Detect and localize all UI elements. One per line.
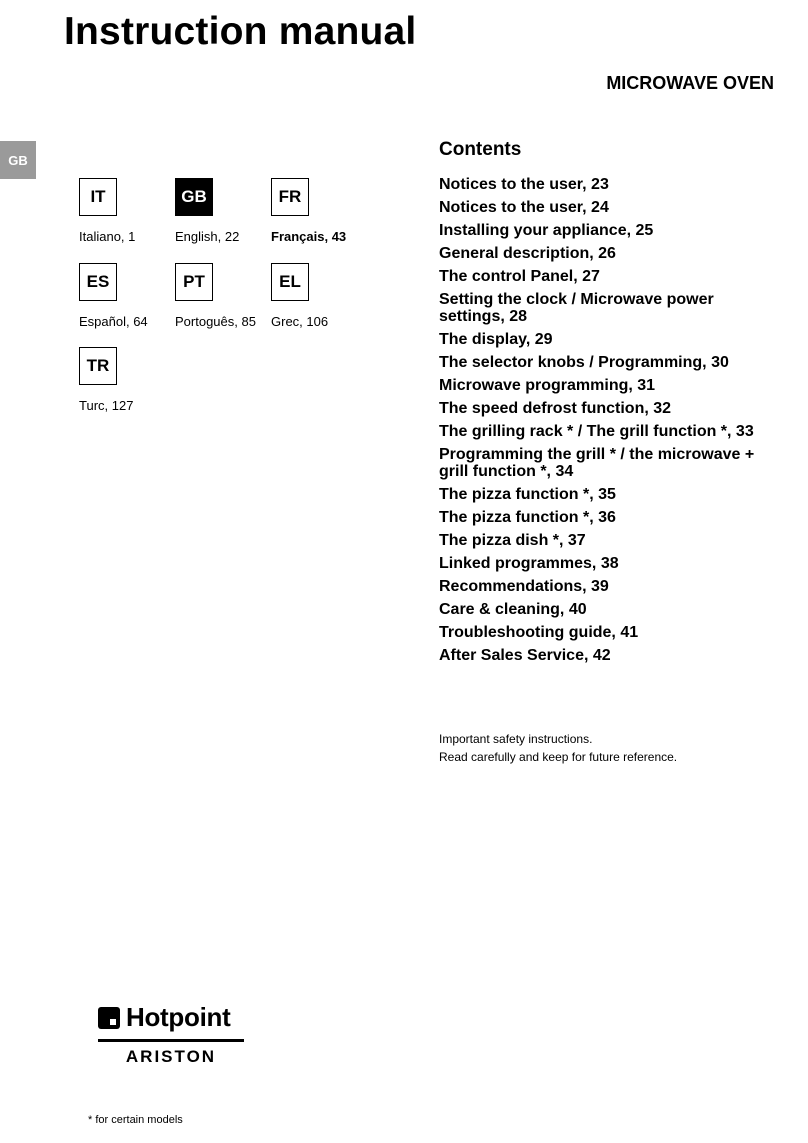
product-subtitle: MICROWAVE OVEN	[606, 73, 774, 93]
contents-heading: Contents	[439, 139, 522, 160]
contents-item[interactable]: The display, 29	[439, 331, 553, 348]
language-label-el: Grec, 106	[271, 314, 329, 329]
contents-item[interactable]: The speed defrost function, 32	[439, 400, 672, 417]
contents-item[interactable]: The pizza function *, 35	[439, 486, 616, 503]
language-label-pt: Portoguês, 85	[175, 314, 256, 329]
language-entry-fr	[271, 178, 361, 244]
language-entry-it	[79, 178, 169, 244]
footnote: * for certain models	[88, 1114, 183, 1126]
safety-note-line-2: Read carefully and keep for future reference.	[439, 750, 678, 764]
contents-item[interactable]: The selector knobs / Programming, 30	[439, 354, 729, 371]
contents-item[interactable]: Notices to the user, 23	[439, 176, 609, 193]
contents-item[interactable]: The pizza function *, 36	[439, 509, 616, 526]
language-label-es: Español, 64	[79, 314, 148, 329]
contents-item[interactable]: Linked programmes, 38	[439, 555, 619, 572]
language-entry-pt	[175, 263, 265, 329]
contents-item[interactable]: Programming the grill * / the microwave + grill function *, 34	[439, 446, 755, 480]
contents-list	[439, 176, 779, 670]
language-label-fr: Français, 43	[271, 229, 347, 244]
contents-item[interactable]: The pizza dish *, 37	[439, 532, 586, 549]
safety-note	[439, 730, 677, 766]
safety-note-line-1: Important safety instructions.	[439, 732, 593, 746]
language-entry-gb	[175, 178, 265, 244]
language-entry-tr	[79, 347, 169, 413]
language-button-pt[interactable]: PT	[175, 263, 213, 301]
language-label-gb: English, 22	[175, 229, 240, 244]
brand-logo	[98, 1002, 244, 1067]
language-button-es[interactable]: ES	[79, 263, 117, 301]
language-button-tr[interactable]: TR	[79, 347, 117, 385]
language-label-it: Italiano, 1	[79, 229, 136, 244]
contents-item[interactable]: Installing your appliance, 25	[439, 222, 654, 239]
logo-divider	[98, 1039, 244, 1042]
contents-item[interactable]: General description, 26	[439, 245, 616, 262]
contents-item[interactable]: Notices to the user, 24	[439, 199, 609, 216]
contents-item[interactable]: After Sales Service, 42	[439, 647, 611, 664]
contents-item[interactable]: Microwave programming, 31	[439, 377, 656, 394]
contents-item[interactable]: Troubleshooting guide, 41	[439, 624, 639, 641]
brand-name-top: Hotpoint	[126, 1002, 231, 1032]
language-entry-el	[271, 263, 361, 329]
contents-item[interactable]: Setting the clock / Microwave power settings, 28	[439, 291, 714, 325]
language-label-tr: Turc, 127	[79, 398, 134, 413]
language-button-gb[interactable]: GB	[175, 178, 213, 216]
language-button-it[interactable]: IT	[79, 178, 117, 216]
hotpoint-mark-icon	[98, 1007, 120, 1029]
contents-item[interactable]: Recommendations, 39	[439, 578, 609, 595]
language-button-fr[interactable]: FR	[271, 178, 309, 216]
page-title: Instruction manual	[64, 10, 417, 53]
language-button-el[interactable]: EL	[271, 263, 309, 301]
contents-item[interactable]: The control Panel, 27	[439, 268, 600, 285]
contents-item[interactable]: The grilling rack * / The grill function *, 33	[439, 423, 754, 440]
brand-name-bottom: ARISTON	[125, 1047, 217, 1066]
language-side-tab: GB	[0, 141, 36, 179]
language-entry-es	[79, 263, 169, 329]
contents-item[interactable]: Care & cleaning, 40	[439, 601, 587, 618]
